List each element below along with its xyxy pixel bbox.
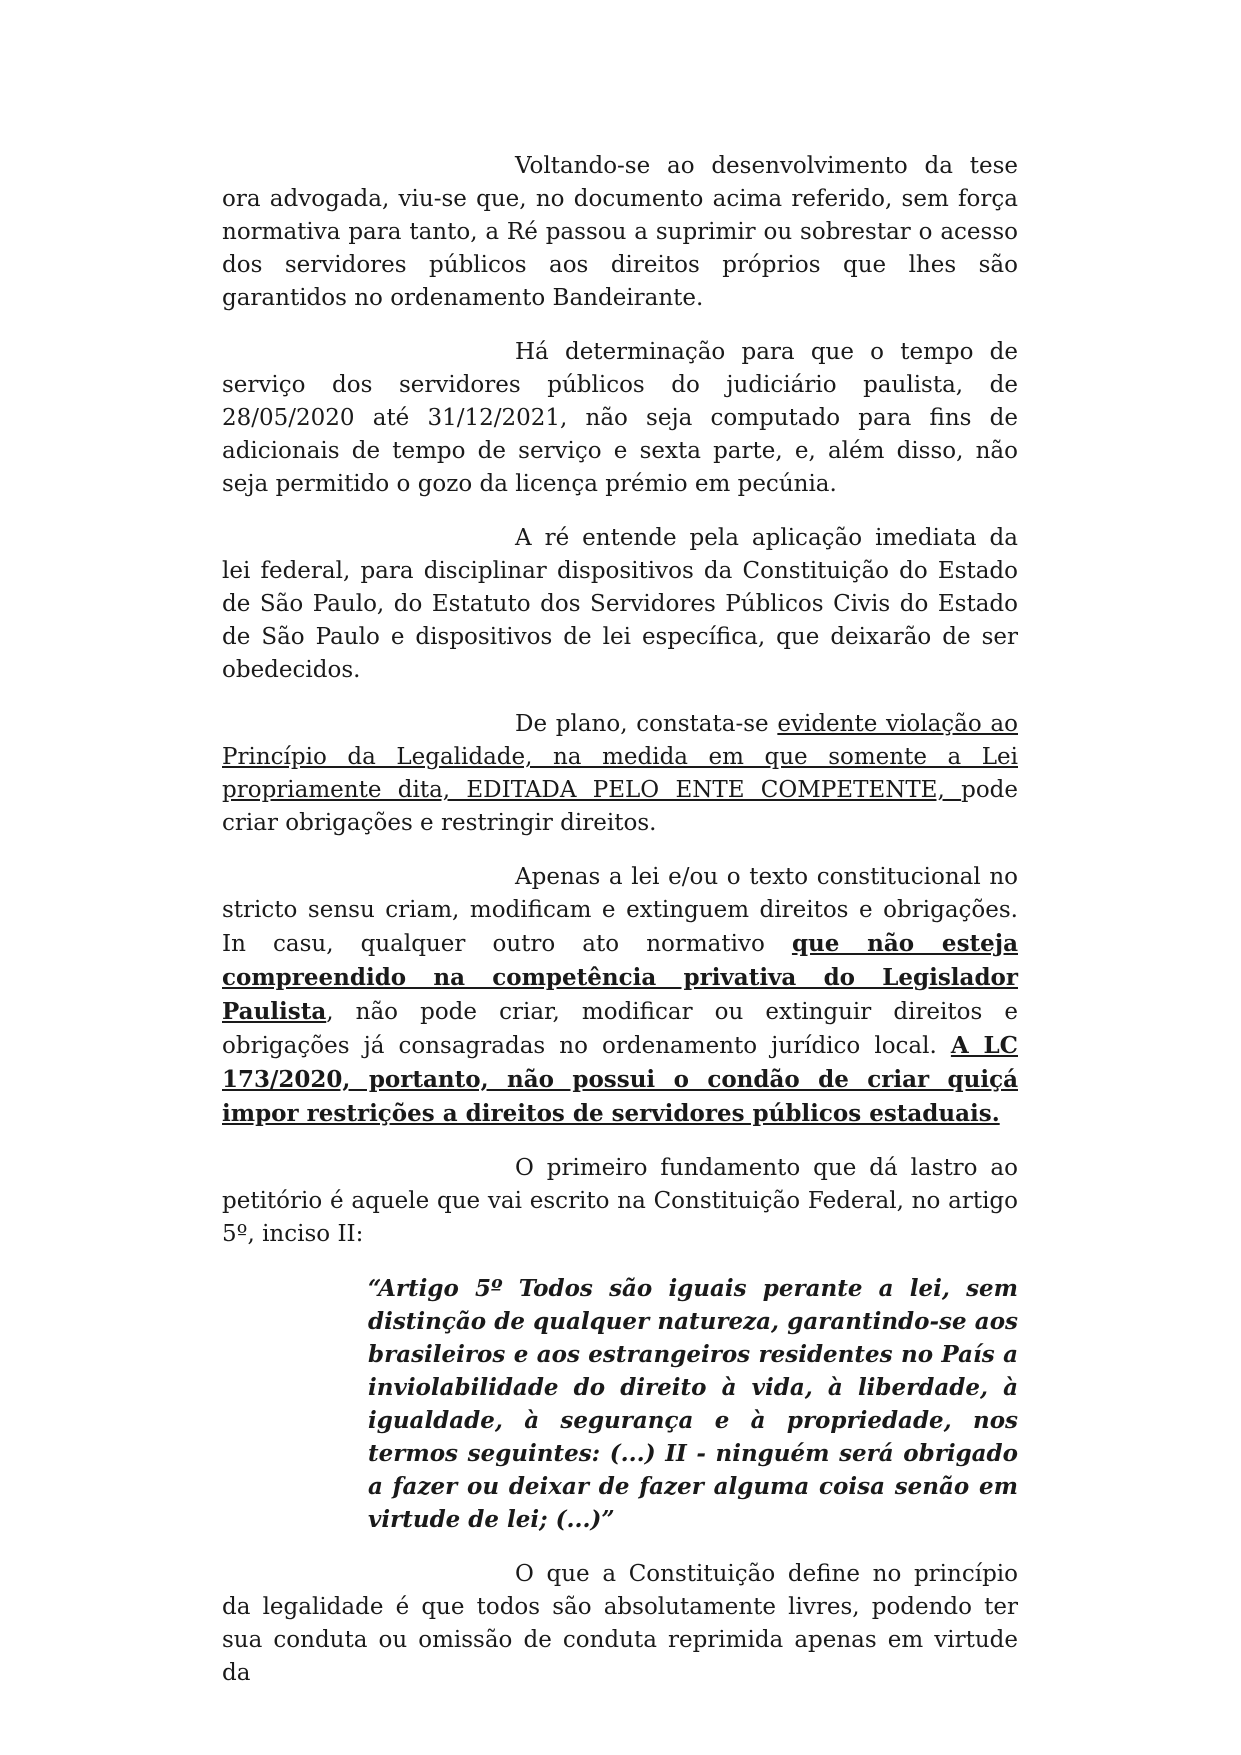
bold-underlined-text: A LC 173/2020, portanto, não possui o condão de criar quiçá impor restrições a direitos de servidores públicos estaduais. [222, 1032, 1018, 1127]
text-segment: Apenas a lei e/ou o texto constitucional no stricto sensu criam, modificam e extinguem direitos e obrigações. In casu, qualquer outro ato normativo [222, 864, 1018, 957]
text-segment: , não pode criar, modificar ou extinguir direitos e obrigações já consagradas no ordenamento jurídico local. [222, 999, 1018, 1059]
paragraph-legality-violation [222, 708, 1018, 840]
document-page [222, 150, 1018, 1711]
constitution-article-quote: “Artigo 5º Todos são iguais perante a lei, sem distinção de qualquer natureza, garantindo-se aos brasileiros e aos estrangeiros residentes no País a inviolabilidade do direito à vida, à liberdade, à igualdade, à segurança e à propriedade, nos termos seguintes: (...) II - ninguém será obrigado a fazer ou deixar de fazer alguma coisa senão em virtude de lei; (...)” [368, 1275, 1018, 1533]
paragraph-thesis-development: Voltando-se ao desenvolvimento da tese ora advogada, viu-se que, no documento acima referido, sem força normativa para tanto, a Ré passou a suprimir ou sobrestar o acesso dos servidores públicos aos direitos próprios que lhes são garantidos no ordenamento Bandeirante. [222, 153, 1018, 311]
bold-underlined-text: que não esteja compreendido na competência privativa do Legislador Paulista [222, 930, 1018, 1025]
paragraph-law-creates-rights [222, 861, 1018, 1131]
text-segment: De plano, constata-se [515, 711, 778, 737]
text-segment: pode criar obrigações e restringir direitos. [222, 777, 1018, 836]
paragraph-service-time-determination: Há determinação para que o tempo de serviço dos servidores públicos do judiciário paulista, de 28/05/2020 até 31/12/2021, não seja computado para fins de adicionais de tempo de serviço e sexta parte, e, além disso, não seja permitido o gozo da licença prémio em pecúnia. [222, 339, 1018, 497]
paragraph-legality-principle: O que a Constituição define no princípio da legalidade é que todos são absolutamente livres, podendo ter sua conduta ou omissão de conduta reprimida apenas em virtude da [222, 1561, 1018, 1686]
paragraph-federal-law-application: A ré entende pela aplicação imediata da lei federal, para disciplinar dispositivos da Constituição do Estado de São Paulo, do Estatuto dos Servidores Públicos Civis do Estado de São Paulo e dispositivos de lei específica, que deixarão de ser obedecidos. [222, 525, 1018, 683]
underlined-text: evidente violação ao Princípio da Legalidade, na medida em que somente a Lei propriamente dita, EDITADA PELO ENTE COMPETENTE, [222, 711, 1018, 803]
paragraph-first-foundation: O primeiro fundamento que dá lastro ao petitório é aquele que vai escrito na Constituição Federal, no artigo 5º, inciso II: [222, 1155, 1018, 1247]
